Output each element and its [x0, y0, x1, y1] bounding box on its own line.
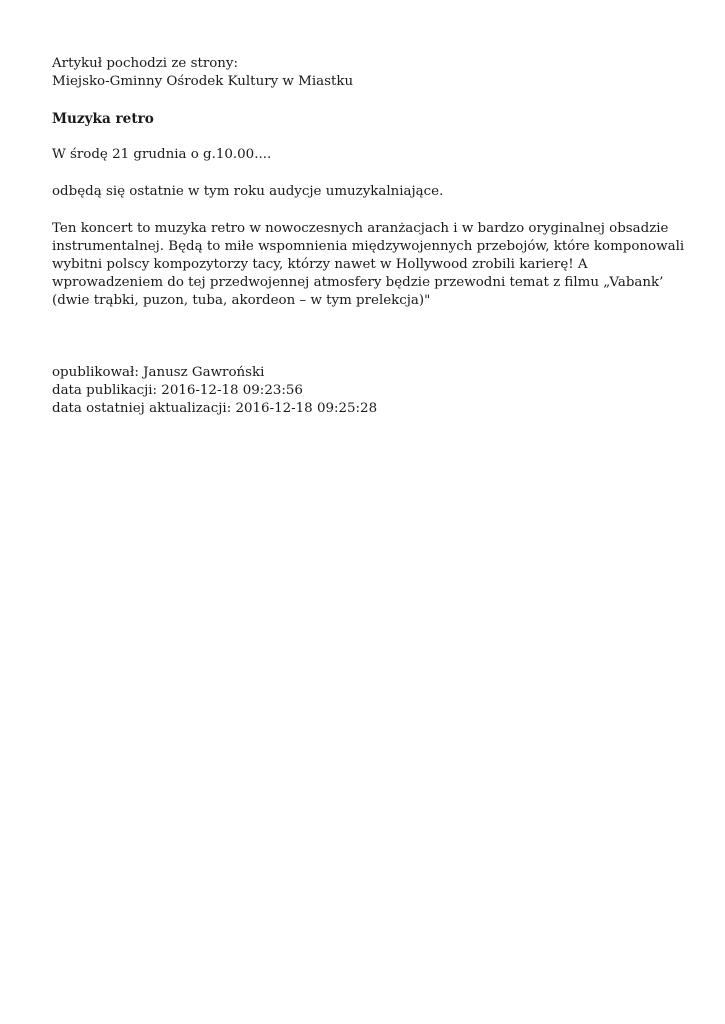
article-paragraph: Ten koncert to muzyka retro w nowoczesnych aranżacjach i w bardzo oryginalnej obsadzie instrumentalnej. Będą to miłe wspomnienia międzywojennych przebojów, które komponowali wybitni polscy kompozytorzy tacy, którzy nawet w Hollywood zrobili karierę! A wprowadzeniem do tej przedwojennej atmosfery będzie przewodni temat z filmu „Vabank’ (dwie trąbki, puzon, tuba, akordeon – w tym prelekcja)": [52, 221, 685, 308]
author-line: opublikował: Janusz Gawroński: [52, 365, 265, 380]
publication-meta: [52, 364, 692, 418]
published-date: data publikacji: 2016-12-18 09:23:56: [52, 383, 303, 398]
updated-date: data ostatniej aktualizacji: 2016-12-18 09:25:28: [52, 401, 378, 416]
article-paragraph: odbędą się ostatnie w tym roku audycje umuzykalniające.: [52, 184, 444, 199]
article-paragraph: W środę 21 grudnia o g.10.00....: [52, 147, 272, 162]
document-page: [52, 55, 692, 418]
source-site: Miejsko-Gminny Ośrodek Kultury w Miastku: [52, 74, 354, 89]
source-label: Artykuł pochodzi ze strony:: [52, 56, 238, 71]
article-title: Muzyka retro: [52, 111, 154, 127]
source-block: [52, 55, 692, 91]
